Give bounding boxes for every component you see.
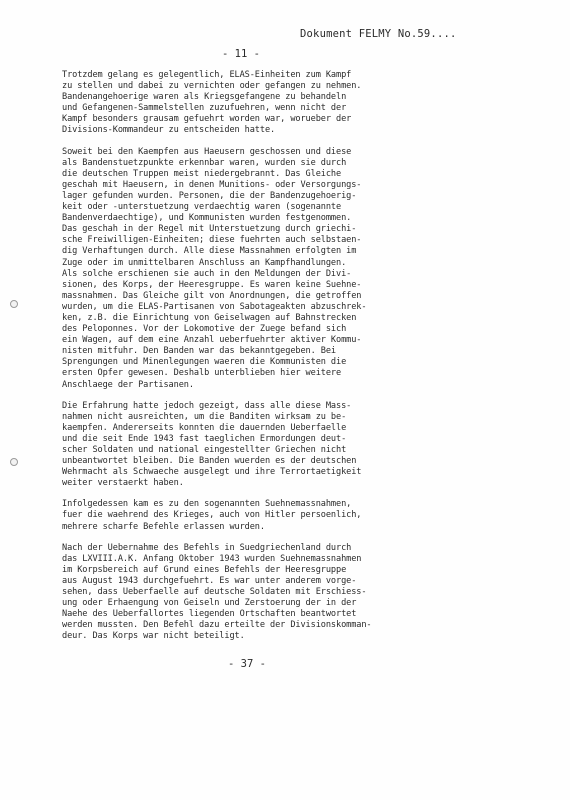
text-line: die deutschen Truppen meist niedergebrannt. Das Gleiche: [62, 168, 342, 179]
text-line: Anschlaege der Partisanen.: [62, 379, 194, 390]
text-line: Nach der Uebernahme des Befehls in Suedgriechenland durch: [62, 542, 352, 553]
page-number: - 11 -: [222, 48, 260, 60]
text-line: Als solche erschienen sie auch in den Meldungen der Divi-: [62, 268, 352, 279]
punch-hole: [10, 458, 18, 466]
text-line: Trotzdem gelang es gelegentlich, ELAS-Einheiten zum Kampf: [62, 70, 352, 80]
text-line: Naehe des Ueberfallortes liegenden Ortschaften beantwortet: [62, 609, 357, 620]
paragraph: [62, 147, 502, 391]
body-text: [62, 70, 502, 643]
text-line: sche Freiwilligen-Einheiten; diese fuehrten auch selbstaen-: [62, 235, 362, 246]
text-line: dig Verhaftungen durch. Alle diese Massnahmen erfolgten im: [62, 246, 357, 257]
footer-page-number: - 37 -: [228, 658, 266, 670]
text-line: Soweit bei den Kaempfen aus Haeusern geschossen und diese: [62, 146, 352, 157]
text-line: Kampf besonders grausam gefuehrt worden war, worueber der: [62, 114, 352, 125]
text-line: Wehrmacht als Schwaeche ausgelegt und ihre Terrortaetigkeit: [62, 467, 362, 478]
paragraph: [62, 543, 502, 643]
text-line: Infolgedessen kam es zu den sogenannten Suehnemassnahmen,: [62, 499, 352, 510]
text-line: scher Soldaten und national eingestellter Griechen nicht: [62, 445, 347, 455]
text-line: ein Wagen, auf dem eine Anzahl ueberfuehrter aktiver Kommu-: [62, 335, 362, 346]
text-line: deur. Das Korps war nicht beteiligt.: [62, 631, 245, 642]
text-line: wurden, um die ELAS-Partisanen von Sabotageakten abzuschrek-: [62, 301, 367, 312]
punch-hole: [10, 300, 18, 308]
text-line: weiter verstaerkt haben.: [62, 478, 184, 489]
text-line: mehrere scharfe Befehle erlassen wurden.: [62, 521, 265, 532]
text-line: unbeantwortet bleiben. Die Banden wuerden es der deutschen: [62, 456, 357, 467]
text-line: Bandenverdaechtige), und Kommunisten wurden festgenommen.: [62, 213, 352, 224]
text-line: nahmen nicht ausreichten, um die Banditen wirksam zu be-: [62, 411, 347, 422]
text-line: keit oder -unterstuetzung verdaechtig waren (sogenannte: [62, 202, 342, 213]
text-line: zu stellen und dabei zu vernichten oder gefangen zu nehmen.: [62, 81, 362, 92]
text-line: des Peloponnes. Vor der Lokomotive der Zuege befand sich: [62, 324, 347, 335]
text-line: das LXVIII.A.K. Anfang Oktober 1943 wurden Suehnemassnahmen: [62, 553, 362, 564]
paragraph: [62, 401, 502, 490]
paragraph: [62, 499, 502, 532]
text-line: nisten mitfuhr. Den Banden war das bekanntgegeben. Bei: [62, 346, 336, 357]
text-line: Zuge oder im unmittelbaren Anschluss an Kampfhandlungen.: [62, 257, 347, 268]
text-line: Sprengungen und Minenlegungen waeren die Kommunisten die: [62, 357, 347, 368]
text-line: massnahmen. Das Gleiche gilt von Anordnungen, die getroffen: [62, 290, 362, 301]
text-line: Das geschah in der Regel mit Unterstuetzung durch griechi-: [62, 224, 357, 235]
text-line: ersten Opfer gewesen. Deshalb unterblieben hier weitere: [62, 368, 342, 379]
text-line: und die seit Ende 1943 fast taeglichen Ermordungen deut-: [62, 433, 347, 444]
text-line: werden mussten. Den Befehl dazu erteilte der Divisionskomman-: [62, 620, 372, 631]
text-line: lager gefunden wurden. Personen, die der Bandenzugehoerig-: [62, 190, 357, 201]
text-line: aus August 1943 durchgefuehrt. Es war unter anderem vorge-: [62, 575, 357, 586]
text-line: Bandenangehoerige waren als Kriegsgefangene zu behandeln: [62, 92, 347, 103]
text-line: ken, z.B. die Einrichtung von Geiselwagen auf Bahnstrecken: [62, 312, 357, 323]
text-line: geschah mit Haeusern, in denen Munitions- oder Versorgungs-: [62, 179, 362, 190]
document-reference: Dokument FELMY No.59....: [300, 28, 457, 40]
text-line: Die Erfahrung hatte jedoch gezeigt, dass alle diese Mass-: [62, 400, 352, 411]
text-line: kaempfen. Andererseits konnten die dauernden Ueberfaelle: [62, 422, 347, 433]
text-line: und Gefangenen-Sammelstellen zuzufuehren, wenn nicht der: [62, 103, 347, 114]
text-line: als Bandenstuetzpunkte erkennbar waren, wurden sie durch: [62, 157, 347, 168]
text-line: im Korpsbereich auf Grund eines Befehls der Heeresgruppe: [62, 564, 347, 575]
text-line: ung oder Erhaengung von Geiseln und Zerstoerung der in der: [62, 598, 357, 609]
text-line: fuer die waehrend des Krieges, auch von Hitler persoenlich,: [62, 510, 362, 521]
paragraph: [62, 70, 502, 137]
text-line: Divisions-Kommandeur zu entscheiden hatte.: [62, 125, 276, 136]
text-line: sionen, des Korps, der Heeresgruppe. Es waren keine Suehne-: [62, 279, 362, 290]
text-line: sehen, dass Ueberfaelle auf deutsche Soldaten mit Erschiess-: [62, 587, 367, 598]
